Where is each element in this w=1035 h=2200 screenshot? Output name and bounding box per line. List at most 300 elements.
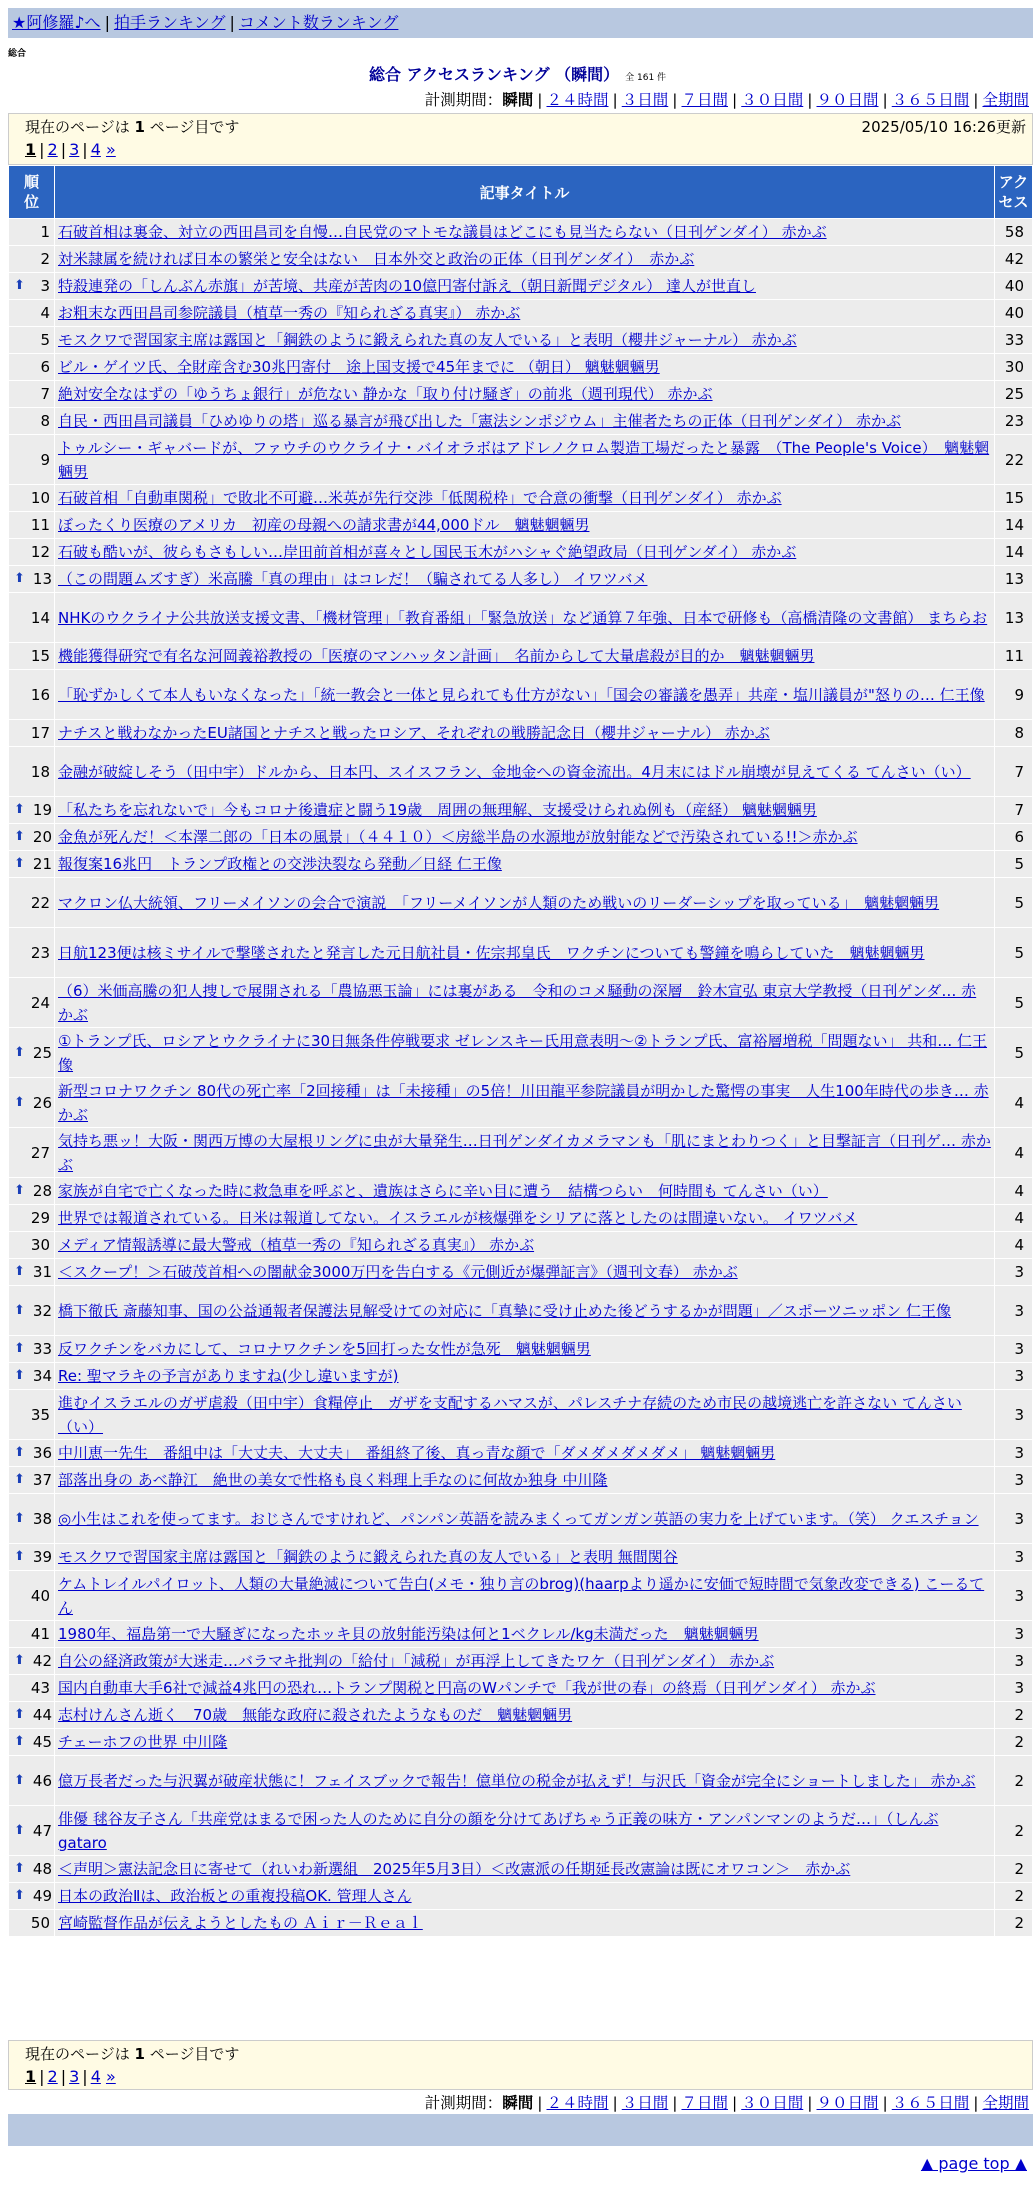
- title-cell: [55, 720, 995, 747]
- title-cell: [55, 1648, 995, 1675]
- rank-number: 1: [40, 223, 50, 241]
- article-title-link[interactable]: 志村けんさん逝く 70歳 無能な政府に殺されたようなものだ 魑魅魍魎男: [58, 1706, 573, 1724]
- rank-cell: [9, 408, 55, 435]
- table-row: [9, 851, 1033, 878]
- rank-cell: [9, 1363, 55, 1390]
- access-count: 2: [995, 1910, 1033, 1937]
- table-row: [9, 1544, 1033, 1571]
- table-row: [9, 1571, 1033, 1621]
- access-count: 33: [995, 327, 1033, 354]
- article-title-link[interactable]: 特殺連発の「しんぶん赤旗」が苦境、共産が苦肉の10億円寄付訴え（朝日新聞デジタル） 達人が世直し: [58, 277, 756, 295]
- period-separator: |: [732, 91, 738, 109]
- article-title-link[interactable]: ＜スクープ！＞石破茂首相への闇献金3000万円を告白する《元側近が爆弾証言》（週刊文春） 赤かぶ: [58, 1263, 738, 1281]
- rank-number: 44: [32, 1706, 52, 1724]
- title-cell: [55, 1806, 995, 1856]
- access-count: 40: [995, 300, 1033, 327]
- rank-up-arrow-icon: ⬆: [14, 278, 25, 293]
- rank-cell: [9, 1205, 55, 1232]
- rank-number: 13: [32, 570, 52, 588]
- period-option-link[interactable]: 全期間: [982, 2094, 1029, 2112]
- article-title-link[interactable]: トゥルシー・ギャバードが、ファウチのウクライナ・バイオラボはアドレノクロム製造工場だったと暴露 （The People's Voice） 魑魅魍魎男: [58, 438, 990, 481]
- rank-cell: [9, 327, 55, 354]
- period-separator: |: [882, 91, 888, 109]
- rank-cell: [9, 1078, 55, 1128]
- table-row: [9, 1205, 1033, 1232]
- table-row: [9, 1806, 1033, 1856]
- pagination-separator: |: [39, 2067, 45, 2086]
- table-row: [9, 246, 1033, 273]
- article-title-link[interactable]: 報復案16兆円 トランプ政権との交渉決裂なら発動／日経 仁王像: [58, 855, 502, 873]
- rank-cell: [9, 1259, 55, 1286]
- rank-number: 26: [32, 1093, 52, 1112]
- rank-up-arrow-icon: ⬆: [14, 1302, 25, 1318]
- access-count: 40: [995, 273, 1033, 300]
- period-separator: |: [882, 2094, 888, 2112]
- article-title-link[interactable]: （6）米価高騰の犯人捜しで展開される「農協悪玉論」には裏がある 令和のコメ騒動の深層 鈴木宣弘 東京大学教授（日刊ゲンダ… 赤かぶ: [58, 981, 977, 1024]
- article-title-link[interactable]: Re: 聖マラキの予言がありますね(少し違いますが): [58, 1367, 399, 1385]
- rank-cell: [9, 1621, 55, 1648]
- period-separator: |: [732, 2094, 738, 2112]
- rank-number: 46: [32, 1771, 52, 1790]
- comment-ranking-link[interactable]: コメント数ランキング: [238, 13, 399, 32]
- article-title-link[interactable]: 進むイスラエルのガザ虐殺（田中宇）食糧停止 ガザを支配するハマスが、パレスチナ存続のため市民の越境逃亡を許さない てんさい（い）: [58, 1393, 962, 1436]
- rank-number: 18: [30, 762, 50, 781]
- article-title-link[interactable]: 家族が自宅で亡くなった時に救急車を呼ぶと、遺族はさらに辛い目に遭う 結構つらい 何時間も てんさい（い）: [58, 1182, 828, 1200]
- title-cell: [55, 1028, 995, 1078]
- rank-up-arrow-icon: ⬆: [14, 856, 25, 871]
- period-separator: |: [807, 2094, 813, 2112]
- article-title-link[interactable]: 「恥ずかしくて本人もいなくなった」「統一教会と一体と見られても仕方がない」「国会の審議を愚弄」共産・塩川議員が"怒りの… 仁王像: [58, 685, 985, 704]
- access-count: 3: [995, 1363, 1033, 1390]
- title-cell: [55, 1390, 995, 1440]
- table-row: [9, 1467, 1033, 1494]
- title-cell: [55, 1675, 995, 1702]
- rank-header: 順 位: [9, 166, 55, 219]
- article-title-link[interactable]: 中川恵一先生 番組中は「大丈夫、大丈夫」 番組終了後、真っ青な顔で「ダメダメダメダメ」 魑魅魍魎男: [58, 1444, 776, 1462]
- article-title-link[interactable]: メディア情報誘導に最大警戒（植草一秀の『知られざる真実』） 赤かぶ: [58, 1236, 535, 1254]
- rank-number: 39: [32, 1548, 52, 1566]
- title-cell: [55, 219, 995, 246]
- article-title-link[interactable]: マクロン仏大統領、フリーメイソンの会合で演説 「フリーメイソンが人類のため戦いのリーダーシップを取っている」 魑魅魍魎男: [58, 893, 940, 912]
- table-row: [9, 539, 1033, 566]
- table-row: [9, 643, 1033, 670]
- article-title-link[interactable]: 億万長者だった与沢翼が破産状態に！フェイスブックで報告！億単位の税金が払えず！与沢氏「資金が完全にショートしました」 赤かぶ: [58, 1771, 976, 1790]
- rank-cell: [9, 246, 55, 273]
- rank-cell: [9, 1856, 55, 1883]
- title-cell: [55, 1128, 995, 1178]
- title-cell: [55, 1910, 995, 1937]
- title-cell: [55, 1467, 995, 1494]
- table-row: [9, 1910, 1033, 1937]
- article-title-link[interactable]: 自民・西田昌司議員「ひめゆりの塔」巡る暴言が飛び出した「憲法シンポジウム」主催者たちの正体（日刊ゲンダイ） 赤かぶ: [58, 412, 902, 430]
- top-nav-bar: [8, 8, 1033, 38]
- period-option-link[interactable]: ３日間: [621, 2094, 669, 2112]
- rank-cell: [9, 381, 55, 408]
- title-header: 記事タイトル: [55, 166, 995, 219]
- table-row: [9, 1756, 1033, 1806]
- category-label: 総合: [8, 49, 27, 59]
- article-title-link[interactable]: 機能獲得研究で有名な河岡義裕教授の「医療のマンハッタン計画」 名前からして大量虐殺が目的か 魑魅魍魎男: [58, 647, 815, 665]
- article-title-link[interactable]: チェーホフの世界 中川隆: [58, 1733, 228, 1751]
- access-count: 5: [995, 1028, 1033, 1078]
- page-indicator-prefix: 現在のページは: [25, 2045, 135, 2063]
- rank-number: 12: [30, 543, 50, 561]
- rank-cell: [9, 1544, 55, 1571]
- period-selector-top: [425, 88, 1029, 110]
- rank-cell: [9, 1128, 55, 1178]
- current-page-number: 1: [134, 118, 145, 136]
- rank-number: 17: [30, 724, 50, 742]
- rank-cell: [9, 512, 55, 539]
- table-row: [9, 1390, 1033, 1440]
- period-option-link[interactable]: 全期間: [982, 91, 1029, 109]
- pagination-page-link[interactable]: 4: [90, 2067, 101, 2086]
- table-row: [9, 1128, 1033, 1178]
- table-row: [9, 381, 1033, 408]
- title-cell: [55, 1440, 995, 1467]
- article-title-link[interactable]: 対米隷属を続ければ日本の繁栄と安全はない 日本外交と政治の正体（日刊ゲンダイ） 赤かぶ: [58, 250, 695, 268]
- article-title-link[interactable]: ナチスと戦わなかったEU諸国とナチスと戦ったロシア、それぞれの戦勝記念日（櫻井ジャーナル） 赤かぶ: [58, 724, 770, 742]
- rank-cell: [9, 354, 55, 381]
- rank-cell: [9, 824, 55, 851]
- rank-cell: [9, 273, 55, 300]
- access-count: 3: [995, 1544, 1033, 1571]
- rank-up-arrow-icon: ⬆: [14, 1183, 25, 1198]
- table-row: [9, 1286, 1033, 1336]
- article-title-link[interactable]: 金魚が死んだ！＜本澤二郎の「日本の風景」（４４１０）＜房総半島の水源地が放射能などで汚染されている!!＞赤かぶ: [58, 828, 858, 846]
- page-indicator-prefix: 現在のページは: [25, 118, 135, 136]
- article-title-link[interactable]: 新型コロナワクチン 80代の死亡率「2回接種」は「未接種」の5倍！川田龍平参院議員が明かした驚愕の事実 人生100年時代の歩き… 赤かぶ: [58, 1081, 989, 1124]
- rank-cell: [9, 670, 55, 720]
- rank-up-arrow-icon: ⬆: [14, 1044, 25, 1060]
- period-separator: |: [537, 91, 543, 109]
- period-option-link[interactable]: ２４時間: [546, 91, 609, 109]
- access-count: 4: [995, 1232, 1033, 1259]
- title-cell: [55, 512, 995, 539]
- title-cell: [55, 273, 995, 300]
- pagination-page-link[interactable]: 3: [69, 2067, 80, 2086]
- rank-number: 41: [30, 1625, 50, 1643]
- article-title-link[interactable]: 自公の経済政策が大迷走…バラマキ批判の「給付」「減税」が再浮上してきたワケ（日刊ゲンダイ） 赤かぶ: [58, 1652, 775, 1670]
- rank-number: 25: [32, 1043, 52, 1062]
- rank-cell: [9, 643, 55, 670]
- article-title-link[interactable]: 日航123便は核ミサイルで撃墜されたと発言した元日航社員・佐宗邦皇氏 ワクチンについても警鐘を鳴らしていた 魑魅魍魎男: [58, 943, 925, 962]
- title-cell: [55, 1571, 995, 1621]
- period-separator: |: [973, 2094, 979, 2112]
- access-count: 25: [995, 381, 1033, 408]
- pagination-current-page[interactable]: 1: [25, 140, 37, 159]
- pagination-separator: |: [39, 140, 45, 159]
- rank-up-arrow-icon: ⬆: [14, 1368, 25, 1383]
- rank-number: 29: [30, 1209, 50, 1227]
- table-row: [9, 720, 1033, 747]
- rank-up-arrow-icon: ⬆: [14, 571, 25, 586]
- table-row: [9, 928, 1033, 978]
- access-count: 3: [995, 1336, 1033, 1363]
- pagination-separator: |: [60, 140, 67, 159]
- rank-cell: [9, 1232, 55, 1259]
- bottom-bar: [8, 2114, 1033, 2146]
- access-count: 3: [995, 1571, 1033, 1621]
- rank-cell: [9, 1286, 55, 1336]
- table-row: [9, 1494, 1033, 1544]
- title-cell: [55, 797, 995, 824]
- page-indicator-suffix: ページ目です: [144, 2045, 240, 2063]
- title-cell: [55, 1259, 995, 1286]
- title-cell: [55, 485, 995, 512]
- page-info-bottom: [8, 2040, 1033, 2090]
- rank-up-arrow-icon: ⬆: [14, 1549, 25, 1564]
- page-top-link[interactable]: ▲ page top ▲: [920, 2154, 1027, 2173]
- rank-number: 48: [32, 1860, 52, 1878]
- clap-ranking-link[interactable]: 拍手ランキング: [113, 13, 226, 32]
- table-row: [9, 1883, 1033, 1910]
- rank-up-arrow-icon: ⬆: [14, 1264, 25, 1279]
- title-cell: [55, 1494, 995, 1544]
- period-option-link[interactable]: ３０日間: [741, 2094, 804, 2112]
- rank-cell: [9, 1729, 55, 1756]
- title-cell: [55, 1178, 995, 1205]
- rank-cell: [9, 1675, 55, 1702]
- access-count: 58: [995, 219, 1033, 246]
- rank-cell: [9, 1571, 55, 1621]
- rank-up-arrow-icon: ⬆: [14, 1472, 25, 1487]
- table-row: [9, 1621, 1033, 1648]
- table-row: [9, 1729, 1033, 1756]
- access-count: 6: [995, 824, 1033, 851]
- article-title-link[interactable]: ぼったくり医療のアメリカ 初産の母親への請求書が44,000ドル 魑魅魍魎男: [58, 516, 590, 534]
- rank-up-arrow-icon: ⬆: [14, 1888, 25, 1903]
- article-title-link[interactable]: ビル・ゲイツ氏、全財産含む30兆円寄付 途上国支援で45年までに （朝日） 魑魅魍魎男: [58, 358, 660, 376]
- table-row: [9, 747, 1033, 797]
- table-row: [9, 219, 1033, 246]
- access-count: 4: [995, 1178, 1033, 1205]
- title-cell: [55, 1078, 995, 1128]
- article-title-link[interactable]: 世界では報道されている。日米は報道してない。イスラエルが核爆弾をシリアに落としたのは間違いない。 イワツバメ: [58, 1209, 858, 1227]
- pagination-separator: |: [60, 2067, 67, 2086]
- access-count: 42: [995, 246, 1033, 273]
- article-title-link[interactable]: NHKのウクライナ公共放送支援文書、「機材管理」「教育番組」「緊急放送」など通算７年強、日本で研修も（高橋清隆の文書館） まちらお: [58, 608, 988, 627]
- rank-number: 45: [32, 1733, 52, 1751]
- table-row: [9, 1440, 1033, 1467]
- access-count: 3: [995, 1675, 1033, 1702]
- rank-up-arrow-icon: ⬆: [14, 829, 25, 844]
- article-title-link[interactable]: 石破首相は裏金、対立の西田昌司を自慢…自民党のマトモな議員はどこにも見当たらない（日刊ゲンダイ） 赤かぶ: [58, 223, 827, 241]
- nav-separator: |: [229, 13, 235, 32]
- home-link[interactable]: ★阿修羅♪へ: [12, 13, 101, 32]
- article-title-link[interactable]: 絶対安全なはずの「ゆうちょ銀行」が危ない 静かな「取り付け騒ぎ」の前兆（週刊現代） 赤かぶ: [58, 385, 713, 403]
- rank-cell: [9, 720, 55, 747]
- rank-number: 21: [32, 855, 52, 873]
- article-title-link[interactable]: 日本の政治Ⅱは、政治板との重複投稿OK. 管理人さん: [58, 1887, 412, 1905]
- rank-cell: [9, 747, 55, 797]
- article-title-link[interactable]: ①トランプ氏、ロシアとウクライナに30日無条件停戦要求 ゼレンスキー氏用意表明～②トランプ氏、富裕層増税「問題ない」 共和… 仁王像: [58, 1031, 988, 1074]
- rank-up-arrow-icon: ⬆: [14, 802, 25, 817]
- rank-cell: [9, 928, 55, 978]
- rank-number: 4: [40, 304, 50, 322]
- rank-cell: [9, 566, 55, 593]
- period-option-link[interactable]: ９０日間: [816, 91, 879, 109]
- table-header-row: [9, 166, 1033, 219]
- rank-up-arrow-icon: ⬆: [14, 1822, 25, 1838]
- pagination-next-link[interactable]: »: [105, 2067, 116, 2086]
- table-row: [9, 824, 1033, 851]
- period-option-link[interactable]: ２４時間: [546, 2094, 609, 2112]
- rank-number: 2: [40, 250, 50, 268]
- article-title-link[interactable]: 橋下徹氏 斎藤知事、国の公益通報者保護法見解受けての対応に「真摯に受け止めた後どうするかが問題」／スポーツニッポン 仁王像: [58, 1301, 952, 1320]
- access-count: 14: [995, 539, 1033, 566]
- title-cell: [55, 643, 995, 670]
- access-count: 2: [995, 1702, 1033, 1729]
- rank-cell: [9, 1648, 55, 1675]
- rank-cell: [9, 1336, 55, 1363]
- rank-cell: [9, 1883, 55, 1910]
- article-title-link[interactable]: 「私たちを忘れないで」今もコロナ後遺症と闘う19歳 周囲の無理解、支援受けられぬ例も（産経） 魑魅魍魎男: [58, 801, 817, 819]
- pagination-page-link[interactable]: 2: [47, 140, 58, 159]
- page-title-block: [0, 62, 1035, 85]
- article-title-link[interactable]: 反ワクチンをバカにして、コロナワクチンを5回打った女性が急死 魑魅魍魎男: [58, 1340, 591, 1358]
- table-row: [9, 1232, 1033, 1259]
- title-cell: [55, 539, 995, 566]
- article-title-link[interactable]: 1980年、福島第一で大騒ぎになったホッキ貝の放射能汚染は何と1ベクレル/kg未満だった 魑魅魍魎男: [58, 1625, 759, 1643]
- title-cell: [55, 1363, 995, 1390]
- title-cell: [55, 593, 995, 643]
- table-row: [9, 978, 1033, 1028]
- article-title-link[interactable]: モスクワで習国家主席は露国と「鋼鉄のように鍛えられた真の友人でいる」と表明（櫻井ジャーナル） 赤かぶ: [58, 331, 797, 349]
- pagination-current-page[interactable]: 1: [25, 2067, 37, 2086]
- title-cell: [55, 1286, 995, 1336]
- rank-number: 3: [40, 277, 50, 295]
- table-row: [9, 1028, 1033, 1078]
- article-title-link[interactable]: 金融が破綻しそう（田中宇）ドルから、日本円、スイスフラン、金地金への資金流出。4月末にはドル崩壊が見えてくる てんさい（い）: [58, 762, 971, 781]
- access-count: 11: [995, 643, 1033, 670]
- article-title-link[interactable]: ◎小生はこれを使ってます。おじさんですけれど、パンパン英語を読みまくってガンガン英語の実力を上げています。（笑） クエスチョン: [58, 1509, 979, 1528]
- title-cell: [55, 1756, 995, 1806]
- access-count: 7: [995, 747, 1033, 797]
- rank-number: 15: [30, 647, 50, 665]
- article-title-link[interactable]: ＜声明＞憲法記念日に寄せて（れいわ新選組 2025年5月3日）＜改憲派の任期延長改憲論は既にオワコン＞ 赤かぶ: [58, 1860, 851, 1878]
- rank-up-arrow-icon: ⬆: [14, 1510, 25, 1526]
- page-info-top: [8, 113, 1033, 165]
- rank-number: 37: [32, 1471, 52, 1489]
- period-option-link[interactable]: ３６５日間: [891, 2094, 970, 2112]
- pagination-page-link[interactable]: 2: [47, 2067, 58, 2086]
- article-title-link[interactable]: 俳優 毬谷友子さん「共産党はまるで困った人のために自分の顔を分けてあげちゃう正義の味方・アンパンマンのようだ…」（しんぶ gataro: [58, 1809, 939, 1852]
- pagination-page-link[interactable]: 3: [69, 140, 80, 159]
- period-option-link[interactable]: ３日間: [621, 91, 669, 109]
- access-header: アク セス: [995, 166, 1033, 219]
- title-cell: [55, 978, 995, 1028]
- access-count: 5: [995, 851, 1033, 878]
- title-cell: [55, 1729, 995, 1756]
- period-option-link[interactable]: ７日間: [681, 91, 728, 109]
- access-count: 5: [995, 928, 1033, 978]
- table-row: [9, 300, 1033, 327]
- table-row: [9, 1178, 1033, 1205]
- article-title-link[interactable]: お粗末な西田昌司参院議員（植草一秀の『知られざる真実』） 赤かぶ: [58, 304, 521, 322]
- access-count: 9: [995, 670, 1033, 720]
- rank-number: 28: [32, 1182, 52, 1200]
- title-cell: [55, 670, 995, 720]
- pagination-page-link[interactable]: 4: [90, 140, 101, 159]
- rank-cell: [9, 797, 55, 824]
- title-cell: [55, 1232, 995, 1259]
- access-count: 3: [995, 1494, 1033, 1544]
- period-separator: |: [612, 2094, 618, 2112]
- article-title-link[interactable]: ケムトレイルパイロット、人類の大量絶滅について告白(メモ・独り言のbrog)(haarpより遥かに安価で短時間で気象改変できる) こーるてん: [58, 1574, 985, 1617]
- access-count: 3: [995, 1648, 1033, 1675]
- article-title-link[interactable]: （この問題ムズすぎ）米高騰「真の理由」はコレだ！（騙されてる人多し） イワツバメ: [58, 570, 648, 588]
- table-row: [9, 1856, 1033, 1883]
- article-title-link[interactable]: モスクワで習国家主席は露国と「鋼鉄のように鍛えられた真の友人でいる」と表明 無間関谷: [58, 1548, 678, 1566]
- table-row: [9, 512, 1033, 539]
- title-cell: [55, 1702, 995, 1729]
- ranking-table-body: [9, 219, 1033, 1937]
- table-row: [9, 435, 1033, 485]
- access-count: 2: [995, 1806, 1033, 1856]
- article-title-link[interactable]: 気持ち悪ッ！大阪・関西万博の大屋根リングに虫が大量発生…日刊ゲンダイカメラマンも「肌にまとわりつく」と目撃証言（日刊ゲ… 赤かぶ: [58, 1131, 991, 1174]
- rank-number: 34: [32, 1367, 52, 1385]
- pagination-next-link[interactable]: »: [105, 140, 116, 159]
- page-indicator-suffix: ページ目です: [144, 118, 240, 136]
- title-cell: [55, 1621, 995, 1648]
- rank-number: 49: [32, 1887, 52, 1905]
- table-row: [9, 566, 1033, 593]
- access-count: 15: [995, 485, 1033, 512]
- rank-number: 14: [30, 608, 50, 627]
- access-count: 4: [995, 1128, 1033, 1178]
- rank-cell: [9, 878, 55, 928]
- title-cell: [55, 1336, 995, 1363]
- table-row: [9, 878, 1033, 928]
- period-selector-bottom: [425, 2091, 1029, 2113]
- rank-number: 6: [40, 358, 50, 376]
- table-row: [9, 408, 1033, 435]
- rank-up-arrow-icon: ⬆: [14, 1341, 25, 1356]
- rank-number: 23: [30, 943, 50, 962]
- period-option-link[interactable]: ３０日間: [741, 91, 804, 109]
- article-title-link[interactable]: 部落出身の あべ静江 絶世の美女で性格も良く料理上手なのに何故か独身 中川隆: [58, 1471, 608, 1489]
- period-option-link[interactable]: ７日間: [681, 2094, 728, 2112]
- article-title-link[interactable]: 国内自動車大手6社で減益4兆円の恐れ…トランプ関税と円高のWパンチで「我が世の春」の終焉（日刊ゲンダイ） 赤かぶ: [58, 1679, 876, 1697]
- rank-cell: [9, 1756, 55, 1806]
- period-option-link[interactable]: ９０日間: [816, 2094, 879, 2112]
- rank-cell: [9, 1028, 55, 1078]
- access-count: 7: [995, 797, 1033, 824]
- title-cell: [55, 1856, 995, 1883]
- rank-number: 9: [40, 450, 50, 469]
- access-count: 3: [995, 1621, 1033, 1648]
- period-separator: |: [612, 91, 618, 109]
- access-count: 14: [995, 512, 1033, 539]
- period-option-link[interactable]: ３６５日間: [891, 91, 970, 109]
- article-title-link[interactable]: 石破首相「自動車関税」で敗北不可避…米英が先行交渉「低関税枠」で合意の衝撃（日刊ゲンダイ） 赤かぶ: [58, 489, 782, 507]
- title-cell: [55, 824, 995, 851]
- access-count: 3: [995, 1259, 1033, 1286]
- nav-separator: |: [104, 13, 110, 32]
- rank-cell: [9, 485, 55, 512]
- table-row: [9, 1675, 1033, 1702]
- article-title-link[interactable]: 宮崎監督作品が伝えようとしたもの Ａｉｒ－Ｒｅａｌ: [58, 1914, 423, 1932]
- article-title-link[interactable]: 石破も酷いが、彼らもさもしい…岸田前首相が喜々とし国民玉木がハシャぐ絶望政局（日刊ゲンダイ） 赤かぶ: [58, 543, 797, 561]
- access-count: 5: [995, 878, 1033, 928]
- rank-number: 10: [30, 489, 50, 507]
- title-cell: [55, 408, 995, 435]
- access-count: 2: [995, 1729, 1033, 1756]
- rank-cell: [9, 1390, 55, 1440]
- access-count: 4: [995, 1078, 1033, 1128]
- table-row: [9, 1702, 1033, 1729]
